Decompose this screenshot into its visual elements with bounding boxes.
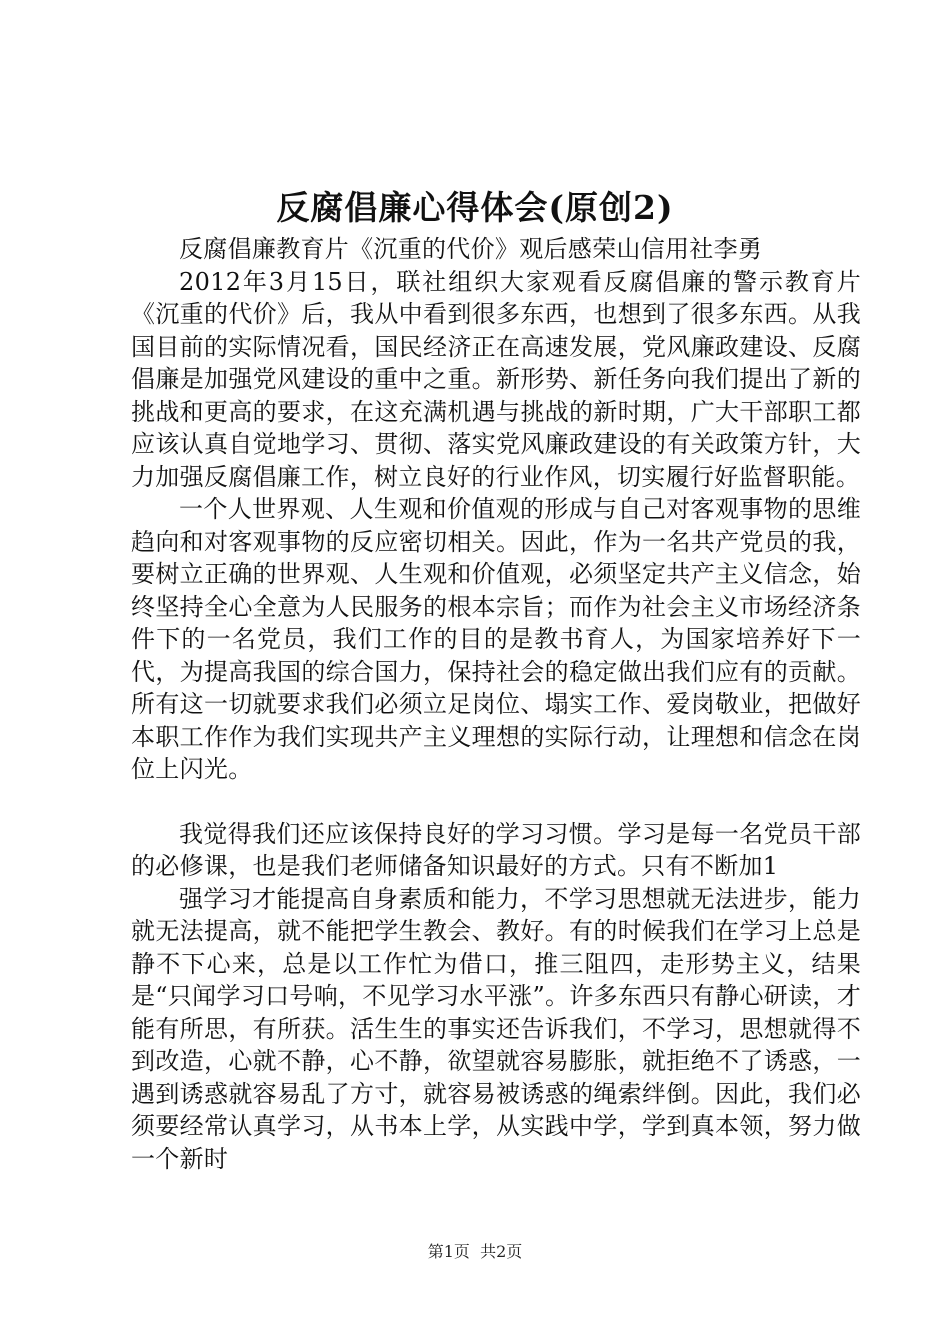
page-number: 第1页 bbox=[427, 1242, 470, 1261]
document-title: 反腐倡廉心得体会(原创2) bbox=[276, 188, 674, 227]
paragraph-1: 2012年3月15日，联社组织大家观看反腐倡廉的警示教育片《沉重的代价》后，我从中看到很多东西，也想到了很多东西。从我国目前的实际情况看，国民经济正在高速发展，党风廉政建设、反腐倡廉是加强党风建设的重中之重。新形势、新任务向我们提出了新的挑战和更高的要求，在这充满机遇与挑战的新时期，广大干部职工都应该认真自觉地学习、贯彻、落实党风廉政建设的有关政策方针，大力加强反腐倡廉工作，树立良好的行业作风，切实履行好监督职能。 bbox=[131, 267, 861, 491]
paragraph-3: 我觉得我们还应该保持良好的学习习惯。学习是每一名党员干部的必修课，也是我们老师储备知识最好的方式。只有不断加1 bbox=[131, 819, 861, 880]
document-body bbox=[131, 233, 861, 1175]
page-total: 共2页 bbox=[480, 1242, 523, 1261]
document-subtitle: 反腐倡廉教育片《沉重的代价》观后感荣山信用社李勇 bbox=[179, 235, 763, 263]
paragraph-4: 强学习才能提高自身素质和能力，不学习思想就无法进步，能力就无法提高，就不能把学生教会、教好。有的时候我们在学习上总是静不下心来，总是以工作忙为借口，推三阻四，走形势主义，结果是“只闻学习口号响，不见学习水平涨”。许多东西只有静心研读，才能有所思，有所获。活生生的事实还告诉我们，不学习，思想就得不到改造，心就不静，心不静，欲望就容易膨胀，就拒绝不了诱惑，一遇到诱惑就容易乱了方寸，就容易被诱惑的绳索绊倒。因此，我们必须要经常认真学习，从书本上学，从实践中学，学到真本领，努力做一个新时 bbox=[131, 884, 861, 1173]
paragraph-2: 一个人世界观、人生观和价值观的形成与自己对客观事物的思维趋向和对客观事物的反应密切相关。因此，作为一名共产党员的我，要树立正确的世界观、人生观和价值观，必须坚定共产主义信念，始终坚持全心全意为人民服务的根本宗旨；而作为社会主义市场经济条件下的一名党员，我们工作的目的是教书育人，为国家培养好下一代，为提高我国的综合国力，保持社会的稳定做出我们应有的贡献。所有这一切就要求我们必须立足岗位、塌实工作、爱岗敬业，把做好本职工作作为我们实现共产主义理想的实际行动，让理想和信念在岗位上闪光。 bbox=[131, 495, 861, 783]
page-footer bbox=[0, 1241, 950, 1263]
